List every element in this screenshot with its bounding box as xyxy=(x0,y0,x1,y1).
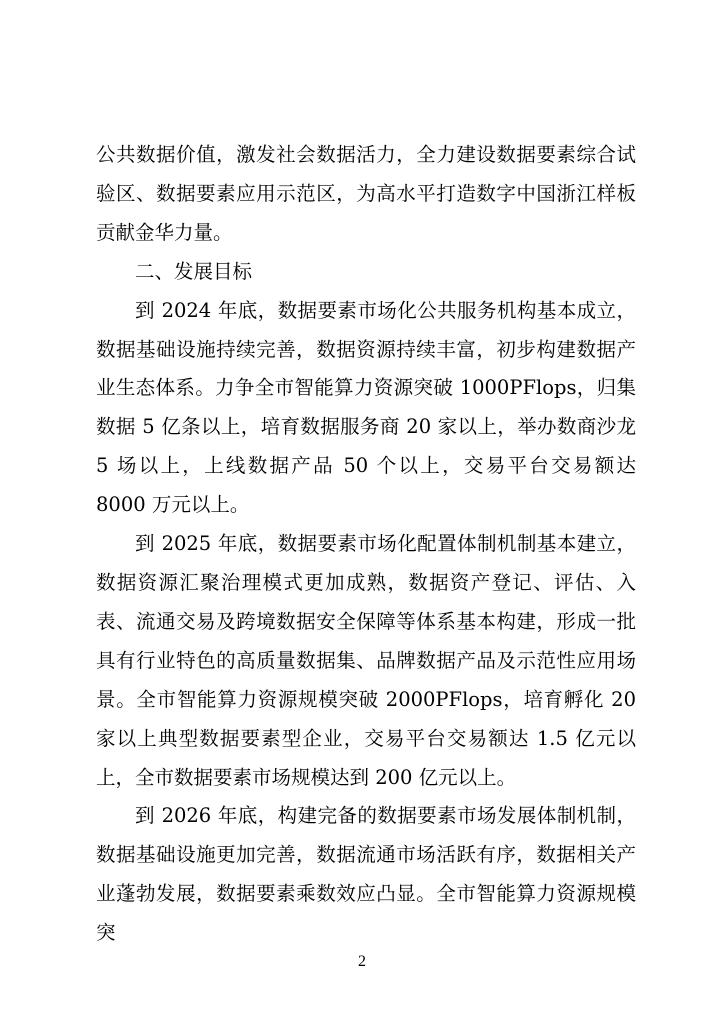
paragraph-goal-2026: 到 2026 年底，构建完备的数据要素市场发展体制机制，数据基础设施更加完善，数据流通市场活跃有序，数据相关产业蓬勃发展，数据要素乘数效应凸显。全市智能算力资源规模突 xyxy=(96,804,636,945)
paragraph-goal-2024: 到 2024 年底，数据要素市场化公共服务机构基本成立，数据基础设施持续完善，数据资源持续丰富，初步构建数据产业生态体系。力争全市智能算力资源突破 1000PFlops，归集数据 5 亿条以上，培育数据服务商 20 家以上，举办数商沙龙 5 场以上，上线数据产品 50 个以上，交易平台交易额达 8000 万元以上。 xyxy=(96,298,636,517)
paragraph-goal-2025: 到 2025 年底，数据要素市场化配置体制机制基本建立，数据资源汇聚治理模式更加成熟，数据资产登记、评估、入表、流通交易及跨境数据安全保障等体系基本构建，形成一批具有行业特色的高质量数据集、品牌数据产品及示范性应用场景。全市智能算力资源规模突破 2000PFlops，培育孵化 20 家以上典型数据要素型企业，交易平台交易额达 1.5 亿元以上，全市数据要素市场规模达到 200 亿元以上。 xyxy=(96,532,636,789)
paragraph-continuation: 公共数据价值，激发社会数据活力，全力建设数据要素综合试验区、数据要素应用示范区，为高水平打造数字中国浙江样板贡献金华力量。 xyxy=(96,143,636,244)
page-number: 2 xyxy=(358,953,366,970)
section-heading: 二、发展目标 xyxy=(135,259,253,283)
body-text xyxy=(96,136,636,953)
